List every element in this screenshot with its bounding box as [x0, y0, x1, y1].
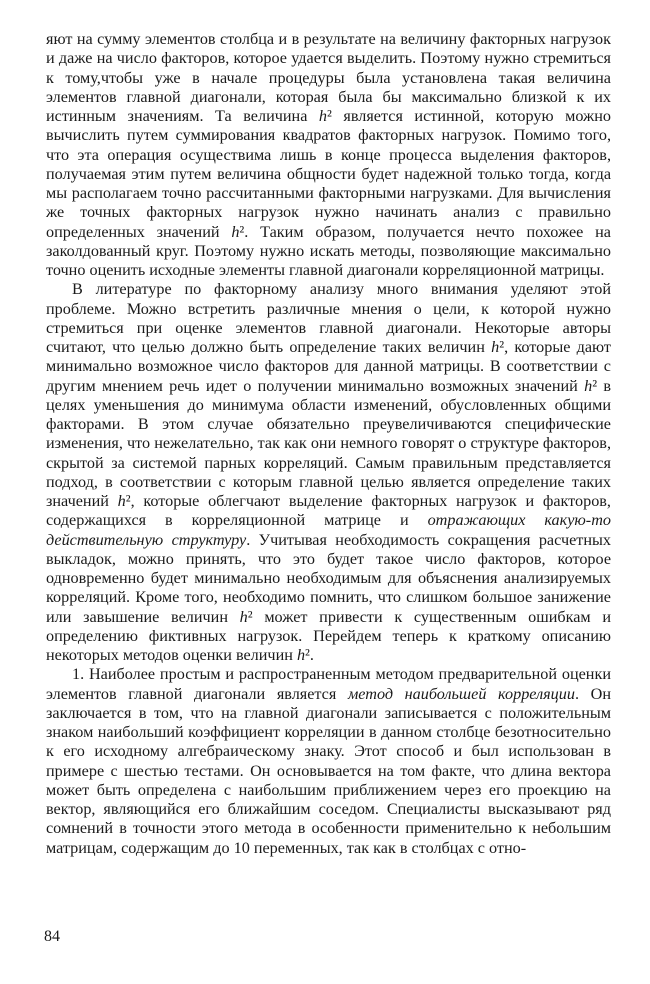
superscript-2: ² [125, 492, 131, 510]
text-run: . Таким образом, получается нечто похожее на заколдованный круг. Поэтому нужно искать методы, позволяющие максимально точно оценить исходные элементы главной диагонали корреляционной матрицы. [46, 222, 611, 279]
text-run: . [309, 646, 314, 664]
page-number: 84 [44, 928, 60, 945]
text-run: . Он заключается в том, что на главной диагонали записывается с положительным знаком наибольший коэффициент корреляции в данном столбце безотносительно к его исходному алгебраическому знаку. Этот способ и был использован в примере с шестью тестами. Он основывается на том факте, что длина вектора может быть определена с наибольшим приближением через его проекцию на вектор, являющийся его ближайшим соседом. Специалисты высказывают ряд сомнений в точности этого метода в особенности применительно к небольшим матрицам, содержащим до 10 переменных, так как в столбцах с отно- [46, 684, 611, 857]
superscript-2: ² [327, 107, 332, 125]
paragraph-2 [46, 280, 611, 665]
text-run: является истинной, которую можно вычислить путем суммирования квадратов факторных нагрузок. Помимо того, что эта операция осуществима лишь в конце процесса выделения факторов, получаемая этим путем величина общности будет надежной только тогда, когда мы располагаем точно рассчитанными факторными нагрузками. Для вычисления же точных факторных нагрузок нужно начинать анализ с правильно определенных значений [46, 107, 611, 241]
text-run: , которые облегчают выделение факторных нагрузок и факторов, содержащихся в корреляционной матрице и [46, 492, 611, 530]
text-run: может привести к существенным ошибкам и определению фиктивных нагрузок. Перейдем теперь к краткому описанию некоторых методов оценки величин [46, 607, 611, 664]
italic-text: h [491, 338, 500, 356]
superscript-2: ² [592, 376, 598, 395]
italic-text: метод наибольшей корреляции [347, 684, 575, 703]
text-run: , которые дают минимально возможное число факторов для данной матрицы. В соответствии с другим мнением речь идет о получении минимально возможных значений [46, 338, 612, 395]
superscript-2: ² [499, 338, 505, 356]
text-run: яют на сумму элементов столбца и в результате на величину факторных нагрузок и даже на число факторов, которое удается выделить. Поэтому нужно стремиться к тому,чтобы уже в начале процедуры была установлена такая величина элементов главной диагонали, которая была бы максимально близкой к их истинным значениям. Та величина [46, 30, 611, 125]
italic-text: h [231, 222, 240, 241]
text-run: в целях уменьшения до минимума области изменений, обусловленных общими факторами. В этом случае обязательно преувеличиваются специфические изменения, что нежелательно, так как они немного говорят о структуре факторов, скрытой за системой парных корреляций. Самым правильным представляется подход, в соответствии с которым главной целью является определение таких значений [46, 376, 611, 510]
paragraph-1 [46, 30, 611, 280]
superscript-2: ² [239, 222, 245, 241]
paragraph-3 [46, 665, 611, 858]
italic-text: h [318, 107, 328, 125]
italic-text: h [584, 376, 593, 395]
italic-text: h [117, 492, 126, 510]
italic-text: h [239, 607, 248, 626]
text-run: . Учитывая необходимость сокращения расчетных выкладок, можно принять, что это будет такое число факторов, которое одновременно будет минимально необходимым для объяснения анализируемых корреляций. Кроме того, необходимо помнить, что слишком большое занижение или завышение величин [46, 530, 612, 626]
italic-text: h [296, 646, 306, 664]
superscript-2: ² [247, 607, 253, 626]
text-run: В литературе по факторному анализу много внимания уделяют этой проблеме. Можно встретить различные мнения о цели, к которой нужно стремиться при оценке элементов главной диагонали. Некоторые авторы считают, что целью должно быть определение таких величин [46, 280, 611, 356]
superscript-2: ² [305, 646, 310, 664]
italic-text: отражающих какую-то действительную структуру [46, 511, 611, 549]
text-run: 1. Наиболее простым и распространенным методом предварительной оценки элементов главной диагонали является [46, 665, 611, 703]
page-body-text [46, 30, 611, 858]
